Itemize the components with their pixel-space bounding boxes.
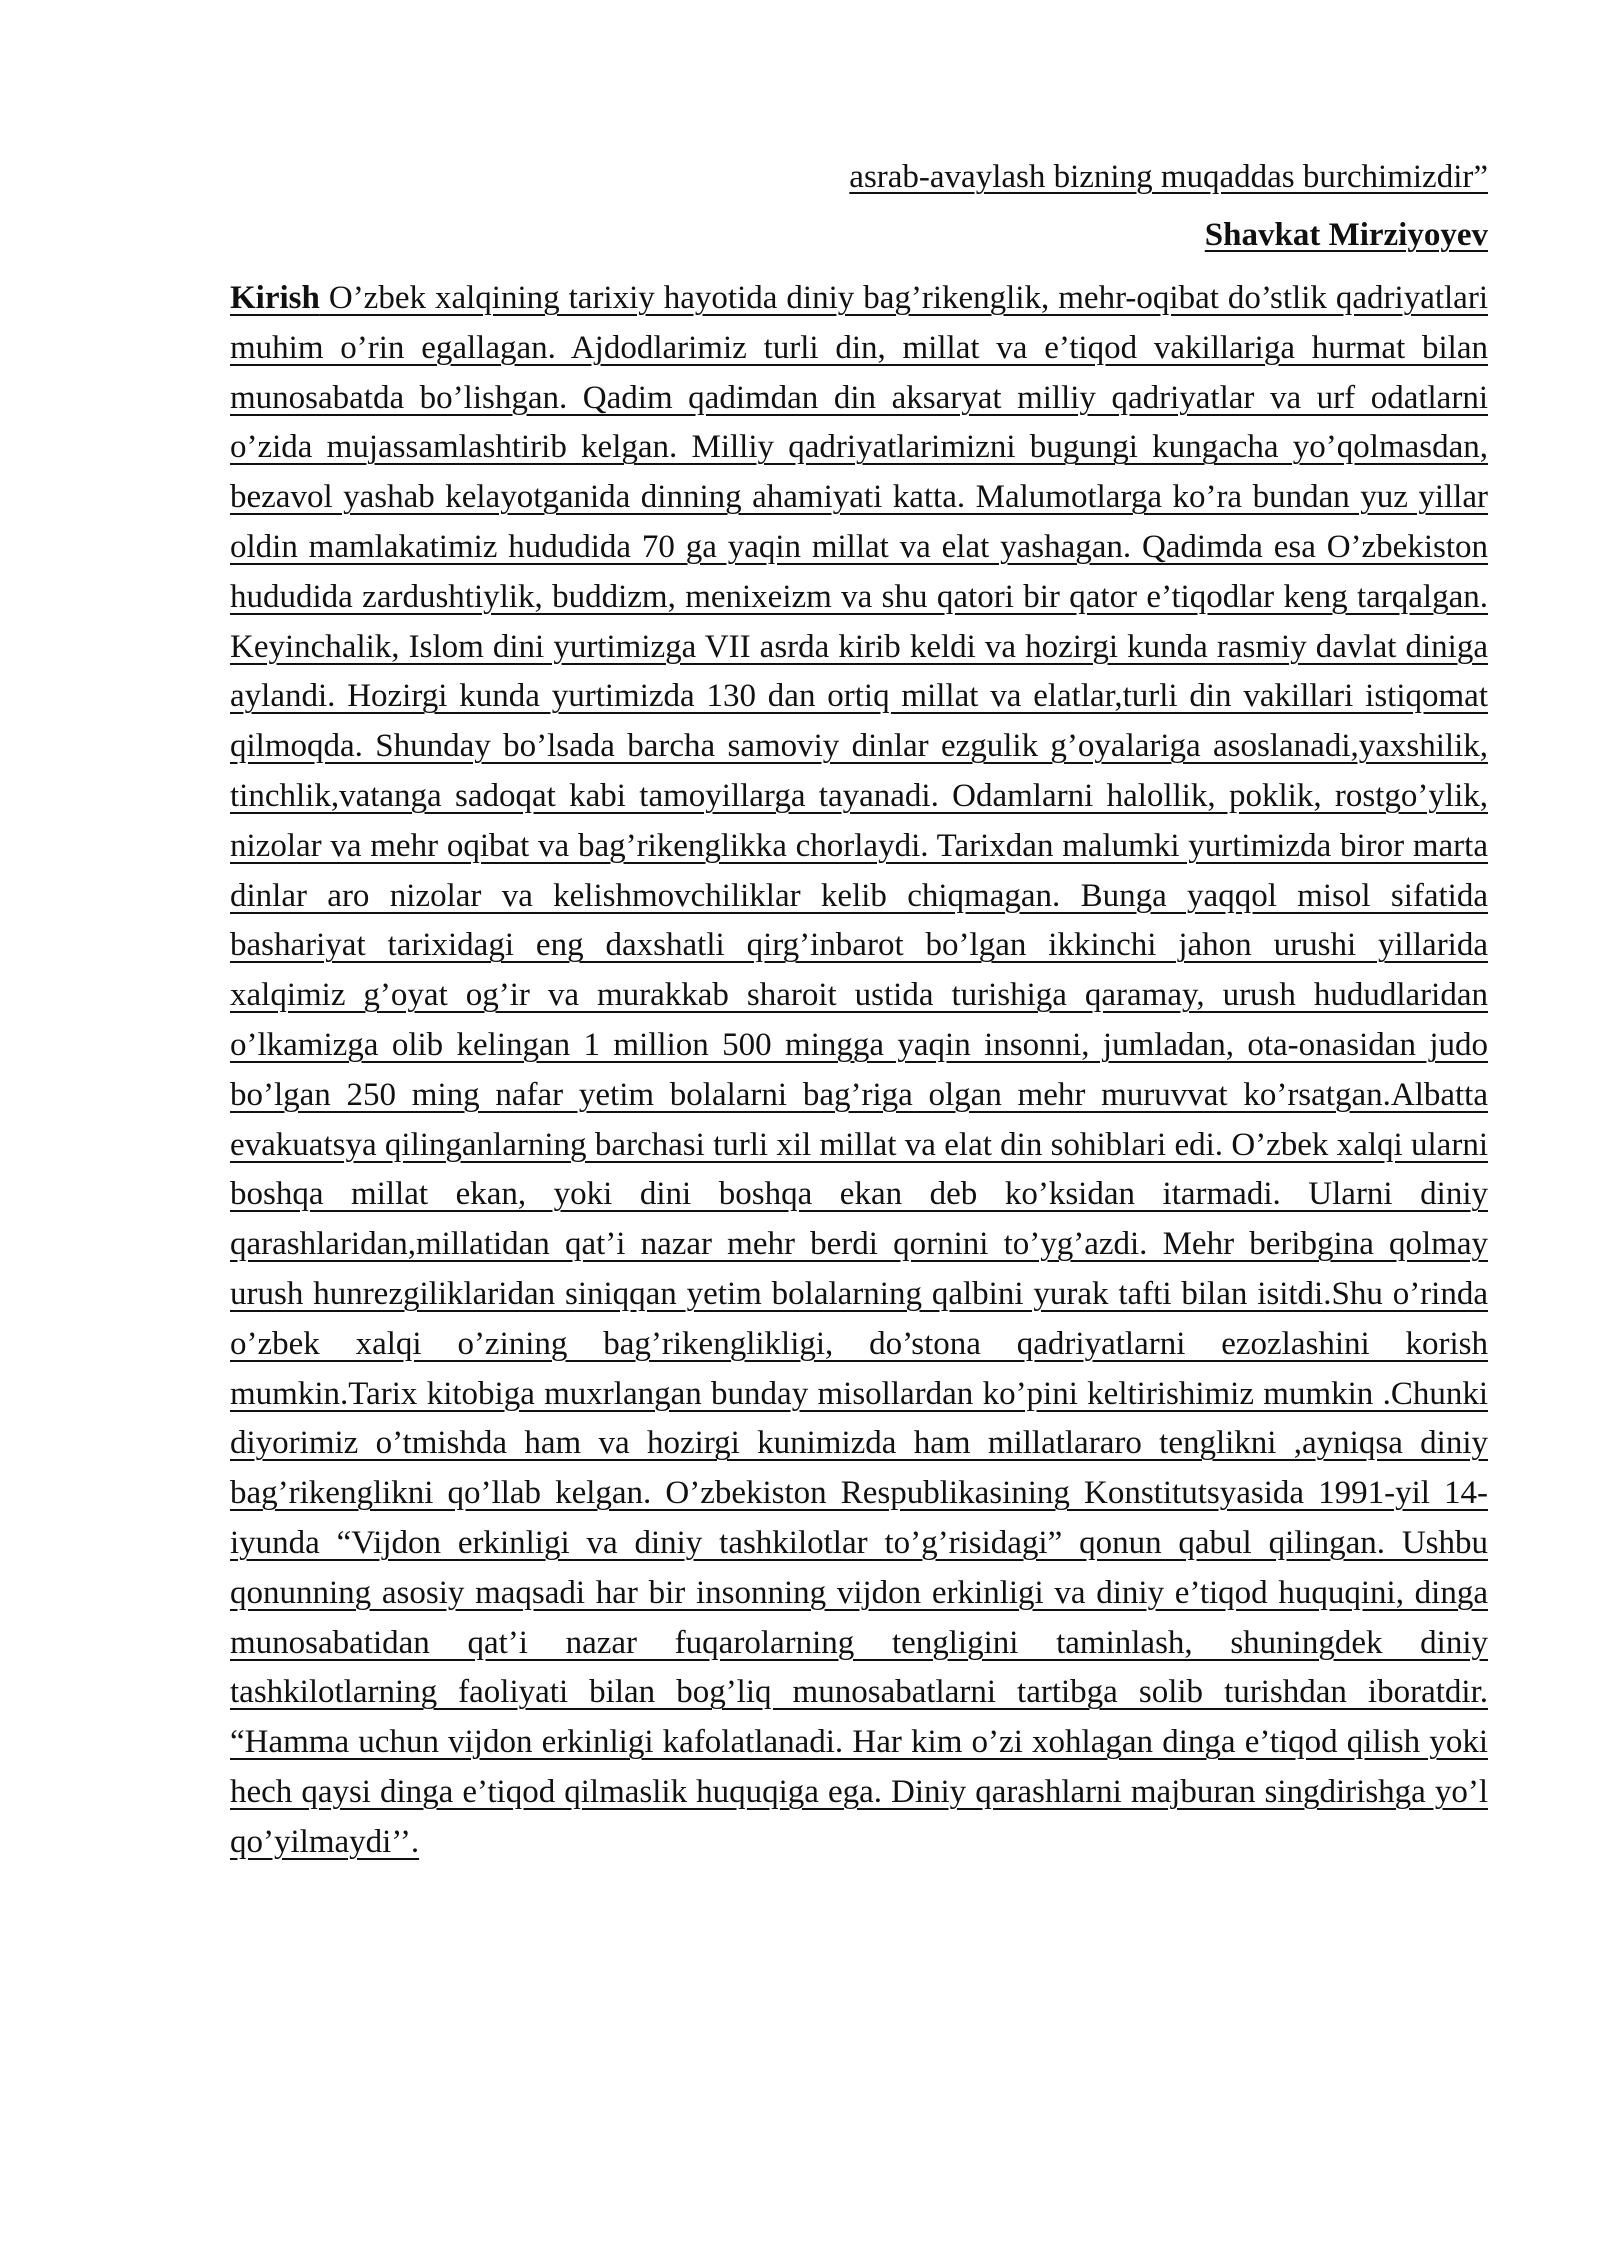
epigraph-quote: asrab-avaylash bizning muqaddas burchimizdir” <box>849 159 1488 195</box>
epigraph-author: Shavkat Mirziyoyev <box>1204 217 1488 253</box>
body-paragraph <box>230 274 1488 1868</box>
paragraph-text: O’zbek xalqining tarixiy hayotida diniy bag’rikenglik, mehr-oqibat do’stlik qadriyatlari muhim o’rin egallagan. Ajdodlarimiz turli din, millat va e’tiqod vakillariga hurmat bilan munosabatda bo’lishgan. Qadim qadimdan din aksaryat milliy qadriyatlar va urf odatlarni o’zida mujassamlashtirib kelgan. Milliy qadriyatlarimizni bugungi kungacha yo’qolmasdan, bezavol yashab kelayotganida dinning ahamiyati katta. Malumotlarga ko’ra bundan yuz yillar oldin mamlakatimiz hududida 70 ga yaqin millat va elat yashagan. Qadimda esa O’zbekiston hududida zardushtiylik, buddizm, menixeizm va shu qatori bir qator e’tiqodlar keng tarqalgan. Keyinchalik, Islom dini yurtimizga VII asrda kirib keldi va hozirgi kunda rasmiy davlat diniga aylandi. Hozirgi kunda yurtimizda 130 dan ortiq millat va elatlar,turli din vakillari istiqomat qilmoqda. Shunday bo’lsada barcha samoviy dinlar ezgulik g’oyalariga asoslanadi,yaxshilik, tinchlik,vatanga sadoqat kabi tamoyillarga tayanadi. Odamlarni halollik, poklik, rostgo’ylik, nizolar va mehr oqibat va bag’rikenglikka chorlaydi. Tarixdan malumki yurtimizda biror marta dinlar aro nizolar va kelishmovchiliklar kelib chiqmagan. Bunga yaqqol misol sifatida bashariyat tarixidagi eng daxshatli qirg’inbarot bo’lgan ikkinchi jahon urushi yillarida xalqimiz g’oyat og’ir va murakkab sharoit ustida turishiga qaramay, urush hududlaridan o’lkamizga olib kelingan 1 million 500 mingga yaqin insonni, jumladan, ota-onasidan judo bo’lgan 250 ming nafar yetim bolalarni bag’riga olgan mehr muruvvat ko’rsatgan.Albatta evakuatsya qilinganlarning barchasi turli xil millat va elat din sohiblari edi. O’zbek xalqi ularni boshqa millat ekan, yoki dini boshqa ekan deb ko’ksidan itarmadi. Ularni diniy qarashlaridan,millatidan qat’i nazar mehr berdi qornini to’yg’azdi. Mehr beribgina qolmay urush hunrezgiliklaridan siniqqan yetim bolalarning qalbini yurak tafti bilan isitdi.Shu o’rinda o’zbek xalqi o’zining bag’rikenglikligi, do’stona qadriyatlarni ezozlashini korish mumkin.Tarix kitobiga muxrlangan bunday misollardan ko’pini keltirishimiz mumkin .Chunki diyorimiz o’tmishda ham va hozirgi kunimizda ham millatlararo tenglikni ,ayniqsa diniy bag’rikenglikni qo’llab kelgan. O’zbekiston Respublikasining Konstitutsyasida 1991-yil 14-iyunda “Vijdon erkinligi va diniy tashkilotlar to’g’risidagi” qonun qabul qilingan. Ushbu qonunning asosiy maqsadi har bir insonning vijdon erkinligi va diniy e’tiqod huquqini, dinga munosabatidan qat’i nazar fuqarolarning tengligini taminlash, shuningdek diniy tashkilotlarning faoliyati bilan bog’liq munosabatlarni tartibga solib turishdan iboratdir. “Hamma uchun vijdon erkinligi kafolatlanadi. Har kim o’zi xohlagan dinga e’tiqod qilish yoki hech qaysi dinga e’tiqod qilmaslik huquqiga ega. Diniy qarashlarni majburan singdirishga yo’l qo’yilmaydi’’. <box>230 280 1488 1860</box>
section-heading: Kirish <box>230 280 320 316</box>
page-content <box>230 150 1488 1868</box>
